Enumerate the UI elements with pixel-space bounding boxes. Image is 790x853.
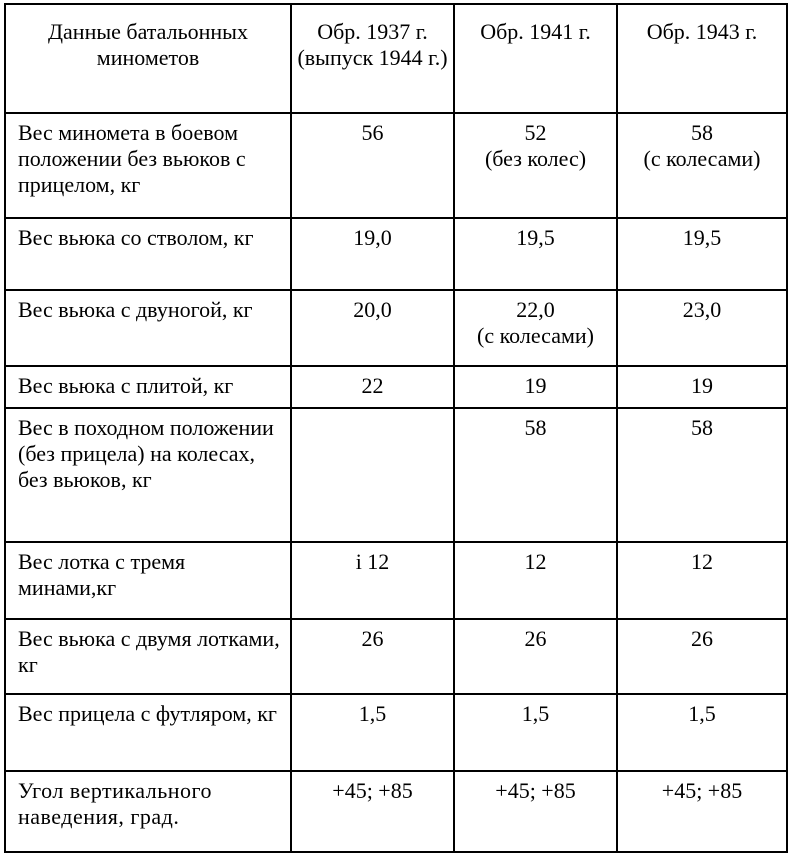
table-row xyxy=(5,408,787,542)
value-1941-main: 22,0 xyxy=(516,297,555,322)
table-row xyxy=(5,619,787,694)
value-1943: 58 xyxy=(617,408,787,542)
value-1943: 12 xyxy=(617,542,787,619)
value-1941: 58 xyxy=(454,408,617,542)
table-row xyxy=(5,771,787,852)
value-1941 xyxy=(454,290,617,366)
row-label: Вес миномета в боевом положении без вьюков с прицелом, кг xyxy=(5,113,291,218)
value-1943: 1,5 xyxy=(617,694,787,771)
value-1941: 1,5 xyxy=(454,694,617,771)
row-label: Вес вьюка с двумя лотками, кг xyxy=(5,619,291,694)
value-1943: 19 xyxy=(617,366,787,408)
table-row xyxy=(5,542,787,619)
value-1941: 12 xyxy=(454,542,617,619)
table-row xyxy=(5,218,787,290)
row-label: Вес в походном положении (без прицела) на колесах, без вьюков, кг xyxy=(5,408,291,542)
value-1943-note: (с колесами) xyxy=(643,146,761,171)
header-row xyxy=(5,4,787,113)
table-row xyxy=(5,694,787,771)
value-1941: 19 xyxy=(454,366,617,408)
table-row xyxy=(5,290,787,366)
value-1937: 19,0 xyxy=(291,218,454,290)
table-row xyxy=(5,113,787,218)
header-1941-label: Обр. 1941 г. xyxy=(480,19,591,44)
row-label: Вес прицела с футляром, кг xyxy=(5,694,291,771)
value-1943: 23,0 xyxy=(617,290,787,366)
header-data xyxy=(5,4,291,113)
value-1937: 1,5 xyxy=(291,694,454,771)
value-1943: +45; +85 xyxy=(617,771,787,852)
value-1937: +45; +85 xyxy=(291,771,454,852)
value-1941: 26 xyxy=(454,619,617,694)
mortar-specs-table xyxy=(4,3,788,853)
value-1943-main: 58 xyxy=(691,120,713,145)
header-1943-label: Обр. 1943 г. xyxy=(646,19,758,44)
row-label: Вес лотка с тремя минами,кг xyxy=(5,542,291,619)
value-1937: i 12 xyxy=(291,542,454,619)
header-1937 xyxy=(291,4,454,113)
header-1941 xyxy=(454,4,617,113)
value-1943 xyxy=(617,113,787,218)
value-1937: 22 xyxy=(291,366,454,408)
value-1941: +45; +85 xyxy=(454,771,617,852)
value-1941 xyxy=(454,113,617,218)
value-1941-note: (без колес) xyxy=(484,146,587,171)
value-1937: 20,0 xyxy=(291,290,454,366)
row-label: Вес вьюка со стволом, кг xyxy=(5,218,291,290)
row-label: Угол вертикального наведения, град. xyxy=(5,771,291,852)
table-row xyxy=(5,366,787,408)
header-1937-label: Обр. 1937 г. (выпуск 1944 г.) xyxy=(297,19,448,70)
row-label: Вес вьюка с плитой, кг xyxy=(5,366,291,408)
header-data-label: Данные батальонных минометов xyxy=(48,19,248,70)
value-1941-note: (с колесами) xyxy=(477,323,594,348)
header-1943 xyxy=(617,4,787,113)
value-1937 xyxy=(291,408,454,542)
value-1941: 19,5 xyxy=(454,218,617,290)
value-1937: 56 xyxy=(291,113,454,218)
value-1941-main: 52 xyxy=(524,120,547,145)
value-1937: 26 xyxy=(291,619,454,694)
value-1943: 19,5 xyxy=(617,218,787,290)
value-1943: 26 xyxy=(617,619,787,694)
row-label: Вес вьюка с двуногой, кг xyxy=(5,290,291,366)
